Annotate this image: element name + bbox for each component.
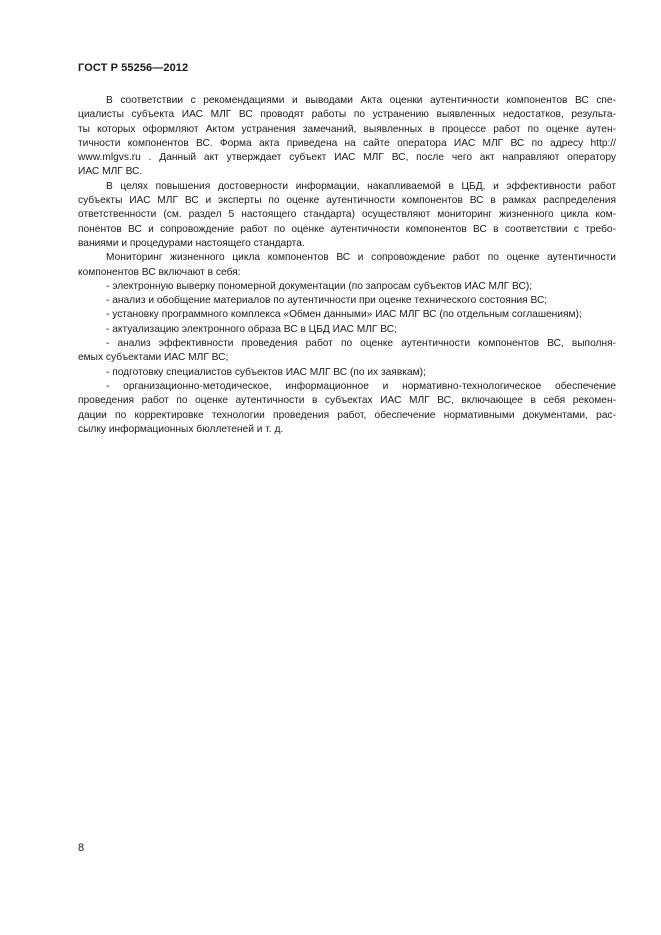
text-line: - организационно-методическое, информационное и нормативно-технологическое обеспечение xyxy=(106,380,616,392)
list-item: - подготовку специалистов субъектов ИАС МЛГ ВС (по их заявкам); xyxy=(106,366,426,378)
document-body xyxy=(78,94,616,437)
text-line: www.mlgvs.ru . Данный акт утверждает субъект ИАС МЛГ ВС, после чего акт направляют оператору xyxy=(78,152,616,164)
list-item: - электронную выверку пономерной документации (по запросам субъектов ИАС МЛГ ВС); xyxy=(106,280,533,292)
text-line: ты которых оформляют Актом устранения замечаний, выявленных в процессе работ по оценке аутен- xyxy=(78,123,616,135)
page-number: 8 xyxy=(78,842,85,854)
text-line: Мониторинг жизненного цикла компонентов ВС и сопровождение работ по оценке аутентичности xyxy=(106,252,616,264)
list-item xyxy=(78,380,616,437)
paragraph-2 xyxy=(78,180,616,251)
text-line: - анализ эффективности проведения работ по оценке аутентичности компонентов ВС, выполня- xyxy=(106,338,616,350)
text-line: проведения работ по оценке аутентичности в субъектах ИАС МЛГ ВС, включающее в себя рекомен- xyxy=(78,395,616,407)
text-line: ИАС МЛГ ВС. xyxy=(78,166,143,178)
text-line: ваниями и процедурами настоящего стандарта. xyxy=(78,237,305,249)
list-item: - актуализацию электронного образа ВС в ЦБД ИАС МЛГ ВС; xyxy=(106,323,397,335)
text-line: В целях повышения достоверности информации, накапливаемой в ЦБД, и эффективности работ xyxy=(106,180,616,192)
text-line: сылку информационных бюллетеней и т. д. xyxy=(78,423,284,435)
text-line: циалисты субъекта ИАС МЛГ ВС проводят работы по устранению выявленных недостатков, результа- xyxy=(78,109,616,121)
bullet-list xyxy=(78,280,616,437)
text-line: понентов ВС и сопровождение работ по оценке аутентичности компонентов ВС в соответствии с требо- xyxy=(78,223,616,235)
paragraph-3 xyxy=(78,251,616,280)
text-line: субъекты ИАС МЛГ ВС и эксперты по оценке аутентичности компонентов ВС в рамках распределения xyxy=(78,195,616,207)
text-line: тичности компонентов ВС. Форма акта приведена на сайте оператора ИАС МЛГ ВС по адресу http:// xyxy=(78,137,616,149)
list-item xyxy=(78,337,616,366)
text-line: дации по корректировке технологии проведения работ, обеспечение нормативными документами, рас- xyxy=(78,409,616,421)
text-line: В соответствии с рекомендациями и выводами Акта оценки аутентичности компонентов ВС спе- xyxy=(106,95,616,106)
list-item: - установку программного комплекса «Обмен данными» ИАС МЛГ ВС (по отдельным соглашениям); xyxy=(106,309,582,321)
document-header: ГОСТ Р 55256—2012 xyxy=(78,62,189,74)
text-line: ответственности (см. раздел 5 настоящего стандарта) осуществляют мониторинг жизненного цикла ком- xyxy=(78,209,616,221)
text-line: емых субъектами ИАС МЛГ ВС; xyxy=(78,352,229,364)
text-line: компонентов ВС включают в себя: xyxy=(78,266,241,278)
paragraph-1 xyxy=(78,94,616,180)
list-item: - анализ и обобщение материалов по аутентичности при оценке технического состояния ВС; xyxy=(106,295,548,307)
